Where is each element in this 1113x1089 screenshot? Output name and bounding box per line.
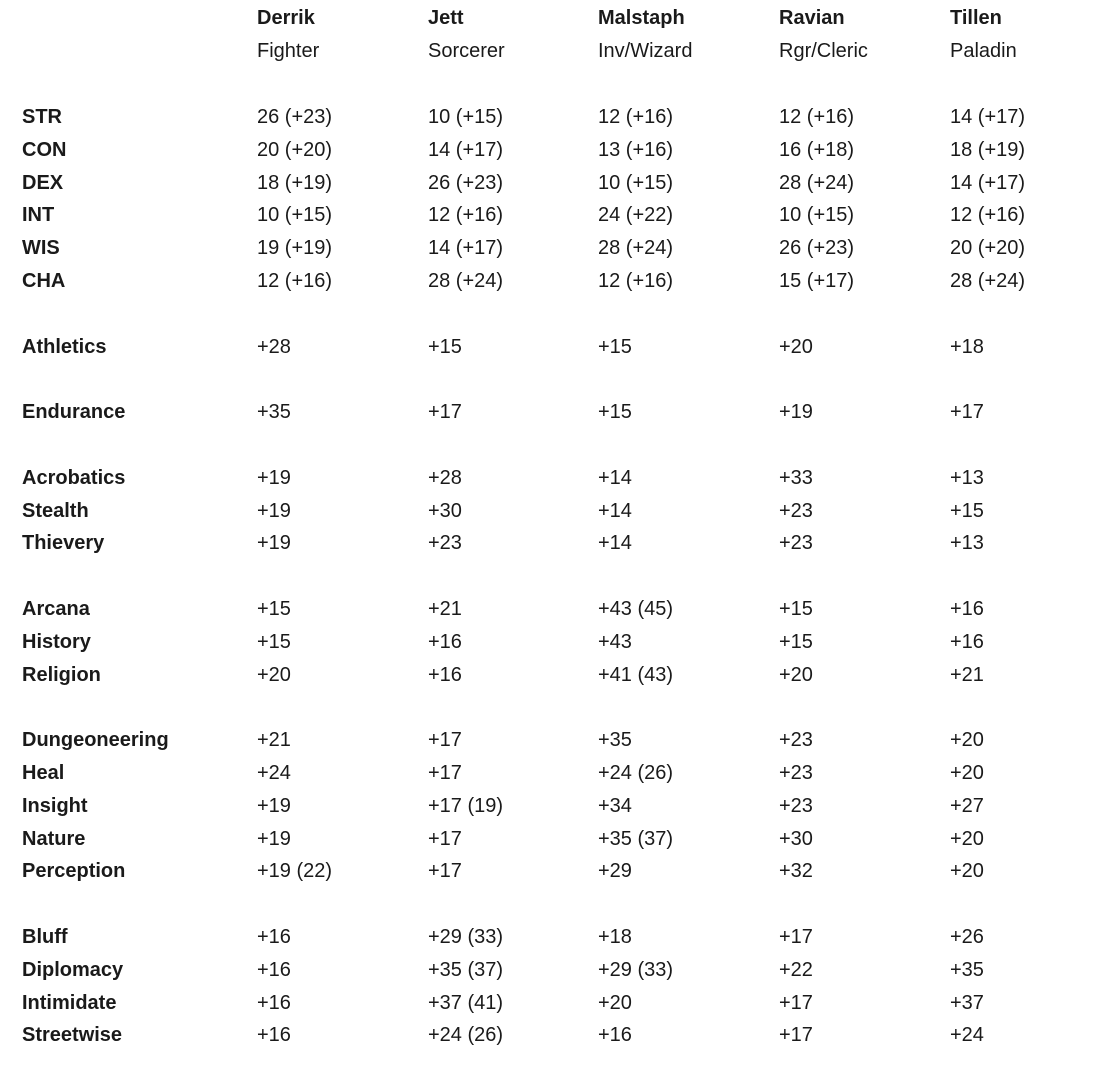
stat-value: +15 [779,598,813,620]
stat-value: +21 [428,598,462,620]
stat-value: +24 [257,762,291,784]
stat-value: +14 [598,532,632,554]
stat-value: +21 [950,664,984,686]
stat-value: 20 (+20) [950,237,1026,259]
character-class: Inv/Wizard [598,40,693,62]
stat-label: Streetwise [22,1024,123,1046]
stat-value: +20 [950,729,984,751]
stat-value: 12 (+16) [598,106,674,128]
stat-value: +34 [598,795,632,817]
stat-row [0,790,1113,823]
stat-row [0,265,1113,298]
stat-value: +16 [257,992,291,1014]
stat-value: +30 [779,828,813,850]
stat-value: +17 [950,401,984,423]
stat-value: +35 [598,729,632,751]
stat-value: +16 [428,631,462,653]
stat-value: +29 (33) [598,959,674,981]
stat-row [0,134,1113,167]
stat-value: +20 [779,664,813,686]
stat-value: +20 [779,336,813,358]
stat-value: 14 (+17) [950,106,1026,128]
stat-value: +16 [598,1024,632,1046]
stat-value: +13 [950,467,984,489]
stat-label: Athletics [22,336,107,358]
stat-value: 10 (+15) [428,106,504,128]
stat-value: +35 [257,401,291,423]
stat-value: 19 (+19) [257,237,333,259]
stat-value: 14 (+17) [950,172,1026,194]
stat-value: +15 [428,336,462,358]
stat-value: +29 [598,860,632,882]
stat-value: +43 [598,631,632,653]
stat-label: CHA [22,270,66,292]
stat-row [0,331,1113,364]
stat-value: 24 (+22) [598,204,674,226]
stat-value: 26 (+23) [257,106,333,128]
stat-label: Dungeoneering [22,729,169,751]
character-name: Malstaph [598,7,685,29]
stat-value: +23 [779,762,813,784]
stat-value: 18 (+19) [257,172,333,194]
stat-value: +20 [950,860,984,882]
stat-row [0,495,1113,528]
character-class: Sorcerer [428,40,505,62]
stat-value: +19 [257,795,291,817]
stat-value: 28 (+24) [950,270,1026,292]
stat-value: 12 (+16) [598,270,674,292]
stat-row [0,757,1113,790]
stat-value: +43 (45) [598,598,674,620]
stat-label: STR [22,106,62,128]
stat-label: Diplomacy [22,959,124,981]
stat-value: +15 [257,598,291,620]
stat-value: +14 [598,467,632,489]
stat-row [0,396,1113,429]
stat-value: +17 [428,860,462,882]
character-class: Fighter [257,40,320,62]
stat-value: +19 [257,500,291,522]
stat-row [0,987,1113,1020]
stat-row [0,462,1113,495]
stat-row [0,921,1113,954]
stat-value: +17 (19) [428,795,504,817]
stat-value: +13 [950,532,984,554]
stat-row [0,823,1113,856]
stat-value: 10 (+15) [598,172,674,194]
stat-value: +22 [779,959,813,981]
stat-value: +23 [779,795,813,817]
stat-label: Bluff [22,926,68,948]
stat-value: +24 [950,1024,984,1046]
stat-value: +23 [779,729,813,751]
stat-value: +41 (43) [598,664,674,686]
stat-value: +35 [950,959,984,981]
stat-label: Religion [22,664,101,686]
character-name: Derrik [257,7,315,29]
stat-row [0,199,1113,232]
stat-value: +37 [950,992,984,1014]
stat-value: +28 [428,467,462,489]
stat-label: WIS [22,237,60,259]
header-classes-row [0,35,1113,68]
stat-value: +26 [950,926,984,948]
stat-row [0,527,1113,560]
stat-value: +19 (22) [257,860,333,882]
stat-value: 12 (+16) [257,270,333,292]
stat-label: Acrobatics [22,467,126,489]
stat-value: +17 [428,828,462,850]
stat-value: +19 [257,467,291,489]
stat-value: +16 [257,926,291,948]
stat-value: +16 [428,664,462,686]
stat-value: 10 (+15) [779,204,855,226]
stat-value: +19 [257,532,291,554]
stat-value: +18 [598,926,632,948]
stat-row [0,855,1113,888]
stat-label: Nature [22,828,86,850]
stat-label: Stealth [22,500,89,522]
stat-value: +20 [257,664,291,686]
stat-value: +20 [950,762,984,784]
stat-value: +17 [428,401,462,423]
stat-value: 28 (+24) [779,172,855,194]
stat-value: +19 [779,401,813,423]
stat-value: +23 [779,532,813,554]
stat-value: 13 (+16) [598,139,674,161]
stat-value: +17 [779,1024,813,1046]
stat-row [0,232,1113,265]
stat-row [0,724,1113,757]
stat-value: +33 [779,467,813,489]
stat-label: History [22,631,91,653]
stat-value: 15 (+17) [779,270,855,292]
stat-value: 28 (+24) [598,237,674,259]
stat-value: 12 (+16) [779,106,855,128]
stat-value: +20 [950,828,984,850]
stat-value: +27 [950,795,984,817]
stat-value: +17 [779,992,813,1014]
stat-value: +23 [779,500,813,522]
stat-row [0,167,1113,200]
stat-value: +23 [428,532,462,554]
stat-value: +17 [779,926,813,948]
stat-value: +30 [428,500,462,522]
stat-value: 20 (+20) [257,139,333,161]
stat-value: +24 (26) [428,1024,504,1046]
stat-value: 10 (+15) [257,204,333,226]
stat-value: +24 (26) [598,762,674,784]
stat-value: +15 [598,336,632,358]
stat-value: +16 [950,631,984,653]
stat-label: Arcana [22,598,90,620]
stat-value: +32 [779,860,813,882]
stat-row [0,1019,1113,1052]
stat-label: Endurance [22,401,126,423]
character-name: Jett [428,7,464,29]
stat-label: Intimidate [22,992,117,1014]
header-names-row [0,2,1113,35]
stat-value: +18 [950,336,984,358]
stat-value: +16 [257,959,291,981]
stat-value: +20 [598,992,632,1014]
stat-value: +28 [257,336,291,358]
stat-value: +37 (41) [428,992,504,1014]
stat-value: 14 (+17) [428,139,504,161]
stat-value: +17 [428,762,462,784]
stat-value: 12 (+16) [428,204,504,226]
stat-row [0,659,1113,692]
stat-value: 14 (+17) [428,237,504,259]
stat-value: 18 (+19) [950,139,1026,161]
stat-label: Insight [22,795,88,817]
stat-value: 26 (+23) [428,172,504,194]
stat-value: 16 (+18) [779,139,855,161]
stat-label: INT [22,204,55,226]
stat-value: +29 (33) [428,926,504,948]
stat-value: 12 (+16) [950,204,1026,226]
stat-value: +15 [598,401,632,423]
stat-label: Heal [22,762,65,784]
character-name: Ravian [779,7,845,29]
stat-value: +16 [950,598,984,620]
stat-value: +19 [257,828,291,850]
stat-value: +15 [779,631,813,653]
stat-value: +21 [257,729,291,751]
stat-row [0,954,1113,987]
character-class: Rgr/Cleric [779,40,868,62]
stat-value: +35 (37) [428,959,504,981]
stat-value: 26 (+23) [779,237,855,259]
stat-value: +14 [598,500,632,522]
stat-value: +15 [257,631,291,653]
stat-label: DEX [22,172,64,194]
stat-label: Thievery [22,532,105,554]
character-name: Tillen [950,7,1002,29]
stat-value: +35 (37) [598,828,674,850]
stat-row [0,593,1113,626]
character-class: Paladin [950,40,1017,62]
stat-value: +16 [257,1024,291,1046]
stat-value: 28 (+24) [428,270,504,292]
stat-value: +15 [950,500,984,522]
stat-value: +17 [428,729,462,751]
stat-label: Perception [22,860,126,882]
stat-row [0,101,1113,134]
stat-label: CON [22,139,67,161]
stat-row [0,626,1113,659]
